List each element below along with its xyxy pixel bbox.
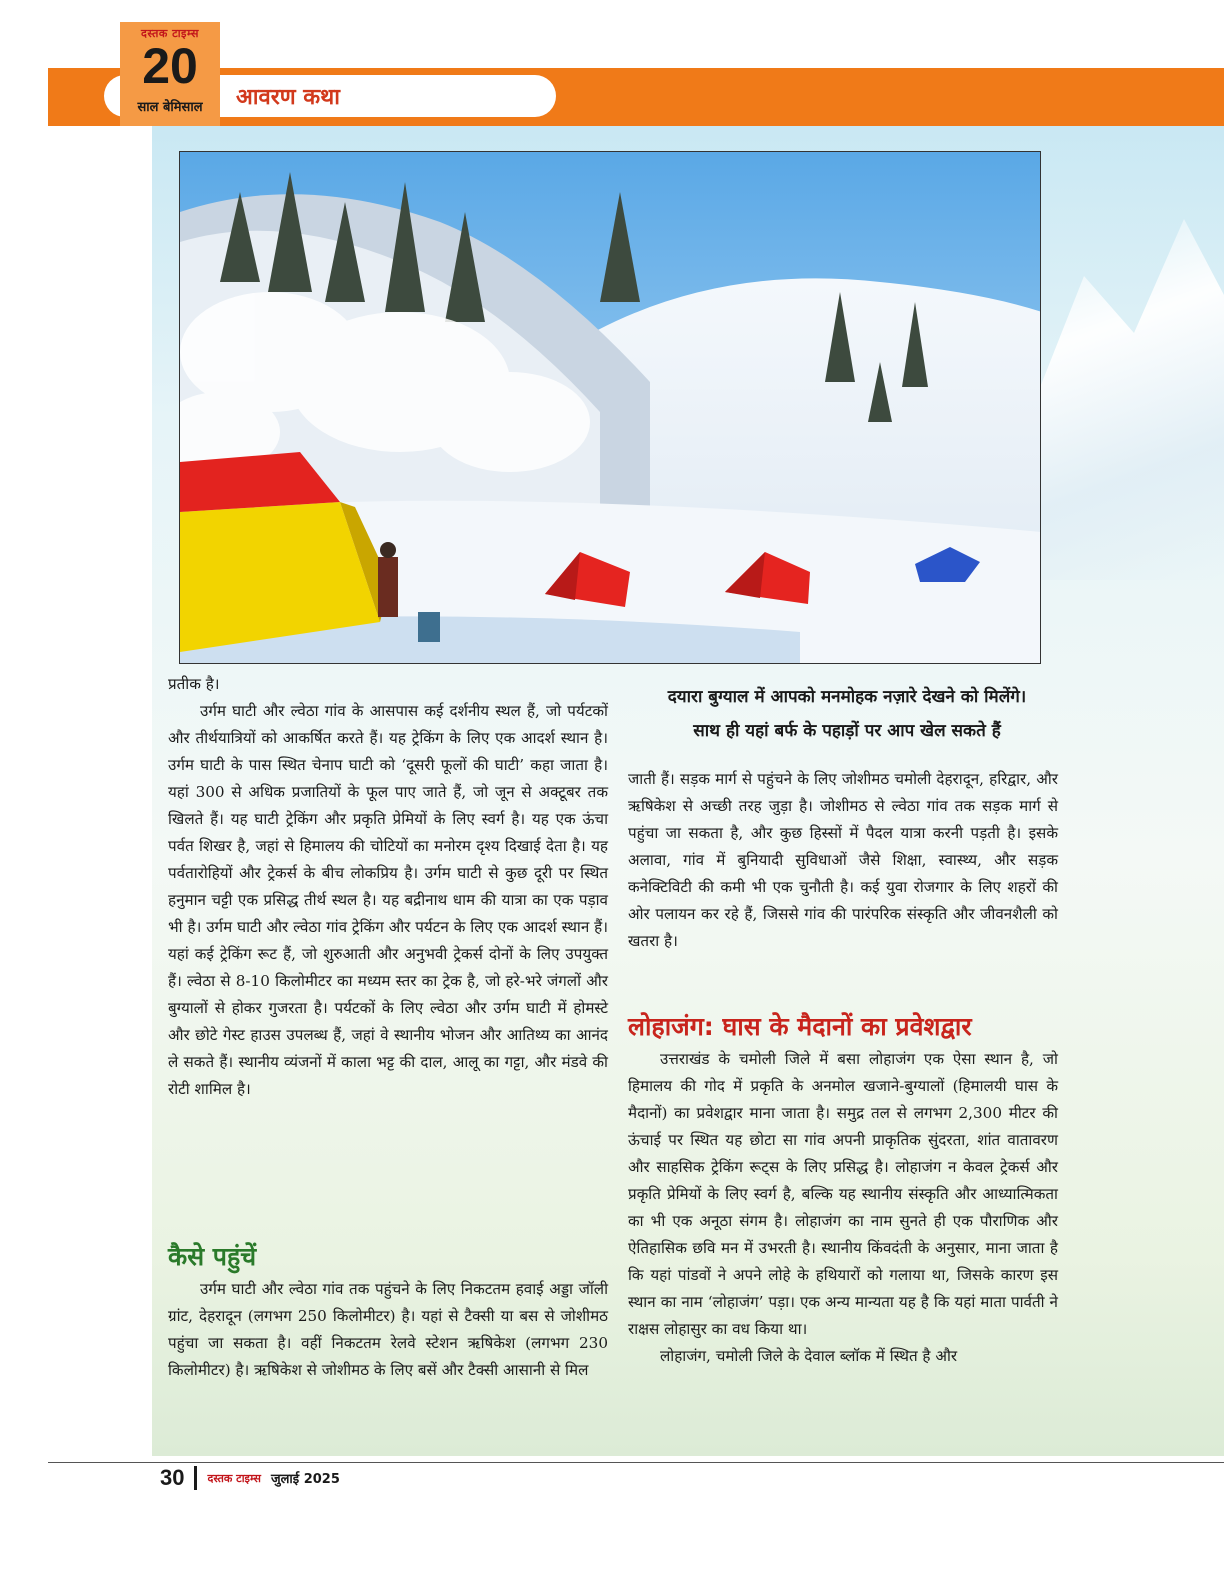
- badge-number: 20: [142, 38, 198, 94]
- footer-divider: [194, 1466, 197, 1490]
- right-paragraph-1: जाती हैं। सड़क मार्ग से पहुंचने के लिए जोशीमठ चमोली देहरादून, हरिद्वार, और ऋषिकेश से अच्छी तरह जुड़ा है। जोशीमठ से ल्वेठा गांव तक सड़क मार्ग से पहुंचा जा सकता है, और कुछ हिस्सों में पैदल यात्रा करनी पड़ती है। इसके अलावा, गांव में बुनियादी सुविधाओं जैसे शिक्षा, स्वास्थ्य, और सड़क कनेक्टिविटी की कमी भी एक चुनौती है। कई युवा रोजगार के लिए शहरों की ओर पलायन कर रहे हैं, जिससे गांव की पारंपरिक संस्कृति और जीवनशैली को खतरा है।: [628, 770, 1058, 950]
- left-paragraph-2: उर्गम घाटी और ल्वेठा गांव के आसपास कई दर्शनीय स्थल हैं, जो पर्यटकों और तीर्थयात्रियों को आकर्षित करते हैं। यह ट्रेकिंग के लिए एक आदर्श स्थान है। उर्गम घाटी के पास स्थित चेनाप घाटी को ‘दूसरी फूलों की घाटी’ कहा जाता है। यहां 300 से अधिक प्रजातियों के फूल पाए जाते हैं, जो जून से अक्टूबर तक खिलते हैं। यह घाटी ट्रेकिंग और प्रकृति प्रेमियों के लिए स्वर्ग है। यह एक ऊंचा पर्वत शिखर है, जहां से हिमालय की चोटियों का मनोरम दृश्य दिखाई देता है। यह पर्वतारोहियों और ट्रेकर्स के बीच लोकप्रिय है। उर्गम घाटी से कुछ दूरी पर स्थित हनुमान चट्टी एक प्रसिद्ध तीर्थ स्थल है। यह बद्रीनाथ धाम की यात्रा का एक पड़ाव भी है। उर्गम घाटी और ल्वेठा गांव ट्रेकिंग और पर्यटन के लिए एक आदर्श स्थान हैं। यहां कई ट्रेकिंग रूट हैं, जो शुरुआती और अनुभवी ट्रेकर्स दोनों के लिए उपयुक्त हैं। ल्वेठा से 8-10 किलोमीटर का मध्यम स्तर का ट्रेक है, जो हरे-भरे जंगलों और बुग्यालों से होकर गुजरता है। पर्यटकों के लिए ल्वेठा और उर्गम घाटी में होमस्टे और छोटे गेस्ट हाउस उपलब्ध हैं, जहां वे स्थानीय भोजन और आतिथ्य का आनंद ले सकते हैं। स्थानीय व्यंजनों में काला भट्ट की दाल, आलू का गट्टा, और मंडवे की रोटी शामिल है।: [168, 702, 608, 1098]
- left-paragraph-1: प्रतीक है।: [168, 675, 220, 693]
- snow-camp-photo: [179, 151, 1041, 664]
- lohajung-heading: लोहाजंग: घास के मैदानों का प्रवेशद्वार: [628, 1012, 972, 1041]
- footer-rule: [48, 1462, 1224, 1463]
- issue-date: जुलाई 2025: [270, 1472, 340, 1487]
- left-text-column: [168, 671, 608, 1103]
- anniversary-badge: [120, 22, 220, 126]
- pull-quote-line-1: दयारा बुग्याल में आपको मनमोहक नज़ारे देखने को मिलेंगे।: [667, 687, 1027, 707]
- section-title: आवरण कथा: [236, 85, 340, 110]
- right-paragraph-2: उत्तराखंड के चमोली जिले में बसा लोहाजंग एक ऐसा स्थान है, जो हिमालय की गोद में प्रकृति के अनमोल खजाने-बुग्यालों (हिमालयी घास के मैदानों) का प्रवेशद्वार माना जाता है। समुद्र तल से लगभग 2,300 मीटर की ऊंचाई पर स्थित यह छोटा सा गांव अपनी प्राकृतिक सुंदरता, शांत वातावरण और साहसिक ट्रेकिंग रूट्स के लिए प्रसिद्ध है। लोहाजंग न केवल ट्रेकर्स और प्रकृति प्रेमियों के लिए स्वर्ग है, बल्कि यह स्थानीय संस्कृति और आध्यात्मिकता का भी एक अनूठा संगम है। लोहाजंग का नाम सुनते ही एक पौराणिक और ऐतिहासिक छवि मन में उभरती है। स्थानीय किंवदंती के अनुसार, माना जाता है कि यहां पांडवों ने अपने लोहे के हथियारों को गलाया था, जिसके कारण इस स्थान का नाम ‘लोहाजंग’ पड़ा। एक अन्य मान्यता यह है कि यहां माता पार्वती ने राक्षस लोहासुर का वध किया था।: [628, 1050, 1058, 1338]
- right-paragraph-3: लोहाजंग, चमोली जिले के देवाल ब्लॉक में स्थित है और: [660, 1347, 958, 1365]
- left-paragraph-3: उर्गम घाटी और ल्वेठा गांव तक पहुंचने के लिए निकटतम हवाई अड्डा जॉली ग्रांट, देहरादून (लगभग 250 किलोमीटर) है। यहां से टैक्सी या बस से जोशीमठ पहुंचा जा सकता है। वहीं निकटतम रेलवे स्टेशन ऋषिकेश (लगभग 230 किलोमीटर) है। ऋषिकेश से जोशीमठ के लिए बसें और टैक्सी आसानी से मिल: [168, 1280, 608, 1379]
- right-text-column-lower: [628, 1046, 1058, 1370]
- badge-brand-logo: दस्तक टाइम्स: [141, 27, 199, 40]
- badge-tagline: साल बेमिसाल: [137, 100, 203, 115]
- footer-brand-logo: दस्तक टाइम्स: [207, 1471, 261, 1485]
- page-number: 30: [160, 1465, 185, 1490]
- how-to-reach-heading: कैसे पहुंचें: [168, 1242, 257, 1271]
- page-footer: [160, 1464, 340, 1492]
- left-text-column-lower: [168, 1276, 608, 1384]
- pull-quote-line-2: साथ ही यहां बर्फ के पहाड़ों पर आप खेल सकते हैं: [693, 721, 1001, 741]
- pull-quote: [612, 680, 1082, 748]
- right-text-column: [628, 766, 1058, 955]
- photo-illustration: [180, 152, 1041, 664]
